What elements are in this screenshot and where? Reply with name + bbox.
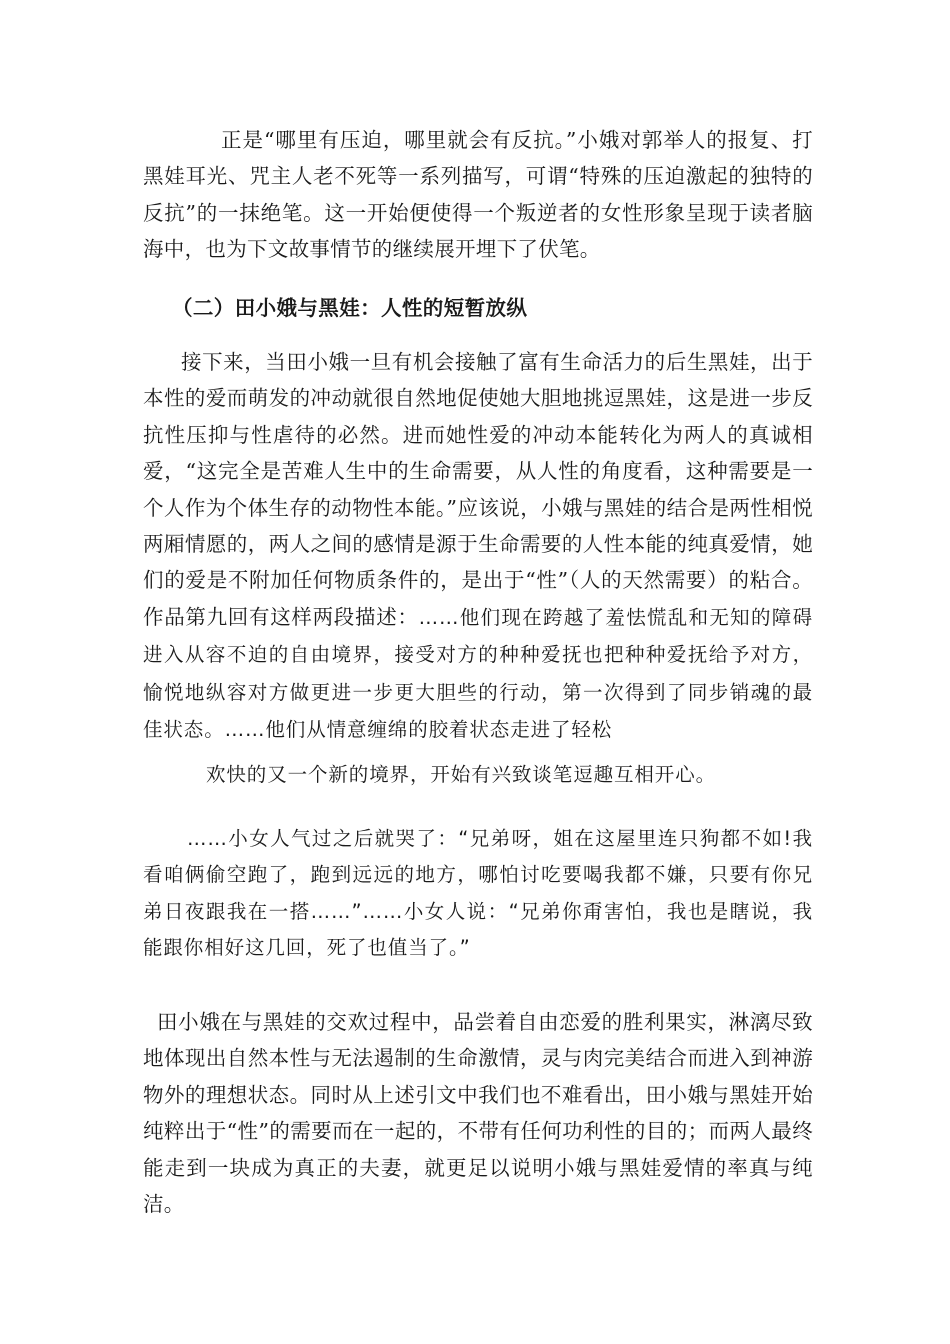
section-heading: （二）田小娥与黑娃：人性的短暂放纵 bbox=[172, 296, 528, 320]
paragraph-conclusion: 田小娥在与黑娃的交欢过程中，品尝着自由恋爱的胜利果实，淋漓尽致地体现出自然本性与无法遏制的生命激情，灵与肉完美结合而进入到神游物外的理想状态。同时从上述引文中我们也不难看出，田小娥与黑娃开始纯粹出于“性”的需要而在一起的，不带有任何功利性的目的；而两人最终能走到一块成为真正的夫妻，就更足以说明小娥与黑娃爱情的率真与纯洁。 bbox=[143, 1010, 813, 1217]
paragraph-love-analysis bbox=[143, 344, 813, 748]
paragraph-resistance: 正是“哪里有压迫，哪里就会有反抗。”小娥对郭举人的报复、打黑娃耳光、咒主人老不死等一系列描写，可谓“特殊的压迫激起的独特的反抗”的一抹绝笔。这一开始便使得一个叛逆者的女性形象呈现于读者脑海中，也为下文故事情节的继续展开埋下了伏笔。 bbox=[143, 128, 813, 262]
paragraph-love-analysis-text: 接下来，当田小娥一旦有机会接触了富有生命活力的后生黑娃，出于本性的爱而萌发的冲动就很自然地促使她大胆地挑逗黑娃，这是进一步反抗性压抑与性虐待的必然。进而她性爱的冲动本能转化为两人的真诚相爱，“这完全是苦难人生中的生命需要，从人性的角度看，这种需要是一个人作为个体生存的动物性本能。”应该说，小娥与黑娃的结合是两性相悦两厢情愿的，两人之间的感情是源于生命需要的人性本能的纯真爱情，她们的爱是不附加任何物质条件的，是出于“性”（人的天然需要）的粘合。作品第九回有这样两段描述： bbox=[143, 350, 813, 629]
inline-quotation: ……他们现在跨越了羞怯慌乱和无知的障碍进入从容不迫的自由境界，接受对方的种种爱抚也把种种爱抚给予对方，愉悦地纵容对方做更进一步更大胆些的行动，第一次得到了同步销魂的最佳状态。……他们从情意缠绵的胶着状态走进了轻松 bbox=[143, 605, 813, 742]
block-quotation: ……小女人气过之后就哭了：“兄弟呀，姐在这屋里连只狗都不如!我看咱俩偷空跑了，跑到远远的地方，哪怕讨吃要喝我都不嫌，只要有你兄弟日夜跟我在一搭……”……小女人说：“兄弟你甭害怕，我也是瞎说，我能跟你相好这几回，死了也值当了。” bbox=[143, 827, 813, 960]
quotation-continuation: 欢快的又一个新的境界，开始有兴致谈笔逗趣互相开心。 bbox=[206, 763, 717, 786]
